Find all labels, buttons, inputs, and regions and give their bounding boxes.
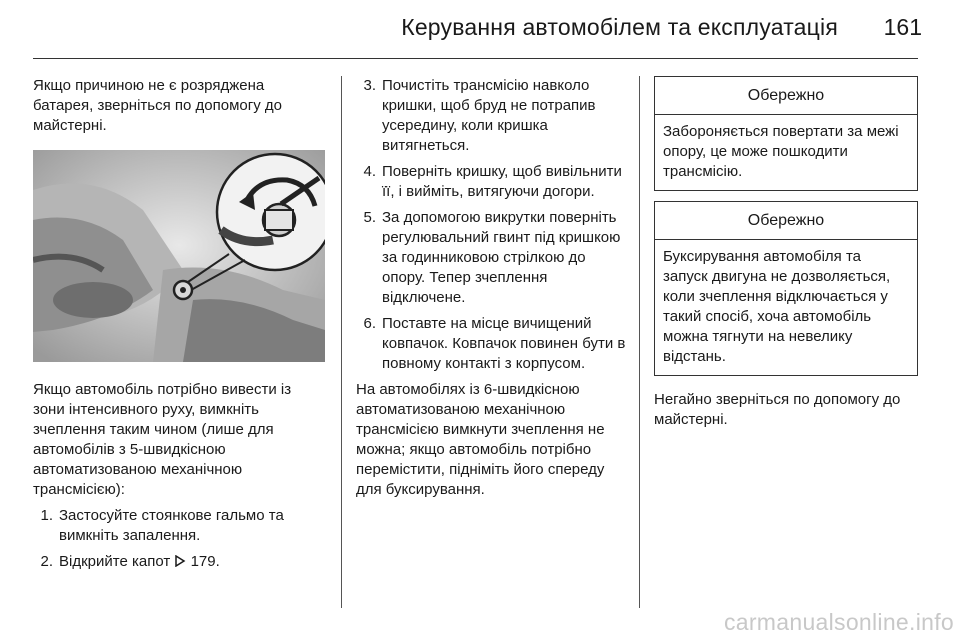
steps-list-2: [356, 76, 626, 374]
page-header: [0, 0, 960, 60]
six-speed-paragraph: На автомобілях із 6-швидкісною автоматизованою механічною трансмісією вимкнути зчеплення не можна; якщо автомобіль потрібно перемістити, підніміть його спереду для буксирування.: [356, 381, 605, 498]
warning-box-2: [654, 201, 918, 376]
engine-photo: [33, 150, 325, 362]
workshop-paragraph: Негайно зверніться по допомогу до майстерні.: [654, 391, 901, 428]
page-number: 161: [883, 14, 922, 40]
list-item: [33, 552, 325, 572]
list-item: [33, 506, 325, 546]
step-text: За допомогою викрутки поверніть регулювальний гвинт під кришкою за годинниковою стрілкою до опору. Тепер зчеплення відключене.: [382, 209, 621, 306]
step-number: 1.: [40, 507, 53, 524]
step-number: 4.: [363, 163, 376, 180]
warning-title: Обережно: [655, 77, 917, 115]
warning-text: Буксирування автомобіля та запуск двигуна не дозволяється, коли зчеплення відключається у такий спосіб, хоча автомобіль можна тягнути на невелику відстань.: [663, 248, 891, 365]
header-title: Керування автомобілем та експлуатація: [401, 14, 838, 40]
step-number: 5.: [363, 209, 376, 226]
list-item: [356, 162, 626, 202]
warning-box-1: [654, 76, 918, 191]
tow-eye-cover-icon: [174, 281, 192, 299]
step-text: Відкрийте капот: [59, 553, 171, 570]
steps-list-1: [33, 506, 325, 572]
page-ref[interactable]: 179.: [190, 553, 220, 570]
list-item: [356, 314, 626, 374]
step-number: 2.: [40, 553, 53, 570]
step-text: Поверніть кришку, щоб вивільнити її, і вийміть, витягуючи догори.: [382, 163, 622, 200]
rotation-arrow-icon: [217, 154, 325, 270]
header-rule: [33, 58, 918, 59]
column-3: [654, 76, 918, 430]
warning-title: Обережно: [655, 202, 917, 240]
column-2: [356, 76, 626, 500]
page-ref-arrow-icon: [174, 553, 190, 570]
list-item: [356, 208, 626, 308]
list-item: [356, 76, 626, 156]
watermark: carmanualsonline.info: [723, 609, 954, 635]
engine-illustration: [33, 150, 325, 362]
step-text: Застосуйте стоянкове гальмо та вимкніть запалення.: [59, 507, 284, 544]
column-1: [33, 76, 325, 578]
column-divider-1: [341, 76, 342, 608]
step-number: 6.: [363, 315, 376, 332]
clutch-paragraph: Якщо автомобіль потрібно вивести із зони інтенсивного руху, вимкніть зчеплення таким чином (лише для автомобілів з 5-швидкісною автоматизованою механічною трансмісією):: [33, 381, 292, 498]
column-divider-2: [639, 76, 640, 608]
warning-text: Забороняється повертати за межі опору, це може пошкодити трансмісію.: [663, 123, 899, 180]
step-text: Почистіть трансмісію навколо кришки, щоб бруд не потрапив усередину, коли кришка витягнеться.: [382, 77, 596, 154]
step-text: Поставте на місце вичищений ковпачок. Ковпачок повинен бути в повному контакті з корпусом.: [382, 315, 626, 372]
intro-paragraph: Якщо причиною не є розряджена батарея, зверніться по допомогу до майстерні.: [33, 77, 282, 134]
step-number: 3.: [363, 77, 376, 94]
